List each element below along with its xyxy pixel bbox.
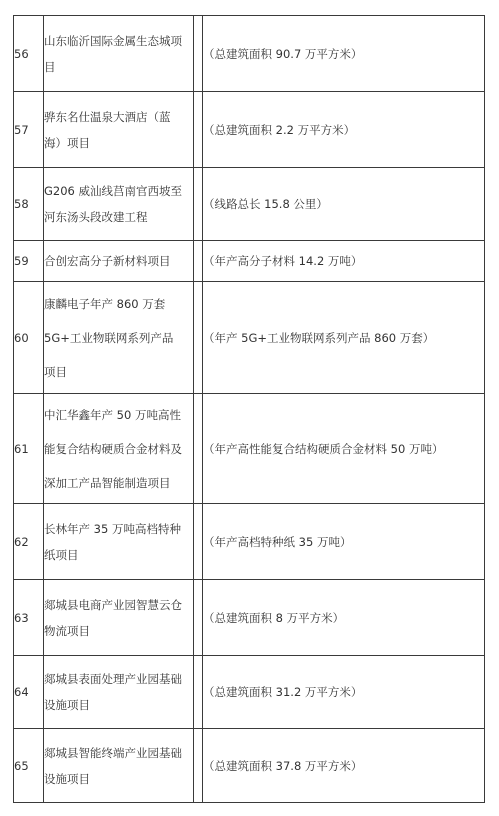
table-row xyxy=(14,282,485,394)
spacer-cell xyxy=(194,168,203,241)
table-row xyxy=(14,656,485,729)
project-name-line: 目 xyxy=(44,59,56,74)
project-name-line: 骅东名仕温泉大酒店（蓝 xyxy=(44,109,171,124)
project-name-line: 郯城县电商产业园智慧云仓 xyxy=(44,597,182,612)
row-number: 62 xyxy=(14,504,44,580)
table-row xyxy=(14,241,485,282)
project-name-line: 能复合结构硬质合金材料及 xyxy=(44,441,182,456)
row-number: 63 xyxy=(14,580,44,656)
spacer-cell xyxy=(194,504,203,580)
table-row xyxy=(14,504,485,580)
project-name-line: 山东临沂国际金属生态城项 xyxy=(44,33,182,48)
project-name-line: 项目 xyxy=(44,364,67,379)
row-number: 57 xyxy=(14,92,44,168)
project-scale: （年产 5G+工业物联网系列产品 860 万套） xyxy=(203,282,485,394)
project-name-line: 海）项目 xyxy=(44,135,90,150)
project-scale: （总建筑面积 31.2 万平方米） xyxy=(203,656,485,729)
project-scale: （年产高性能复合结构硬质合金材料 50 万吨） xyxy=(203,394,485,504)
spacer-cell xyxy=(194,92,203,168)
row-number: 56 xyxy=(14,16,44,92)
project-name-line: 设施项目 xyxy=(44,771,90,786)
project-name-line: G206 威汕线莒南官西坡至 xyxy=(44,184,183,198)
project-name-line: 深加工产品智能制造项目 xyxy=(44,475,171,490)
spacer-cell xyxy=(194,16,203,92)
spacer-cell xyxy=(194,580,203,656)
project-name xyxy=(44,504,194,580)
spacer-cell xyxy=(194,729,203,803)
project-name xyxy=(44,394,194,504)
project-scale: （总建筑面积 8 万平方米） xyxy=(203,580,485,656)
row-number: 65 xyxy=(14,729,44,803)
row-number: 61 xyxy=(14,394,44,504)
project-name xyxy=(44,729,194,803)
row-number: 58 xyxy=(14,168,44,241)
table-row xyxy=(14,168,485,241)
project-name-line: 康麟电子年产 860 万套 xyxy=(44,296,166,311)
project-name-line: 合创宏高分子新材料项目 xyxy=(44,254,171,268)
spacer-cell xyxy=(194,282,203,394)
project-name xyxy=(44,241,194,282)
project-scale: （总建筑面积 2.2 万平方米） xyxy=(203,92,485,168)
table-row xyxy=(14,92,485,168)
project-name-line: 郯城县表面处理产业园基础 xyxy=(44,672,182,686)
project-name-line: 郯城县智能终端产业园基础 xyxy=(44,745,182,760)
project-name-line: 5G+工业物联网系列产品 xyxy=(44,330,174,345)
project-scale: （总建筑面积 90.7 万平方米） xyxy=(203,16,485,92)
row-number: 60 xyxy=(14,282,44,394)
project-scale: （年产高分子材料 14.2 万吨） xyxy=(203,241,485,282)
project-name xyxy=(44,282,194,394)
table-row xyxy=(14,580,485,656)
project-name-line: 物流项目 xyxy=(44,623,90,638)
project-name xyxy=(44,656,194,729)
project-name-line: 纸项目 xyxy=(44,547,79,562)
table-row xyxy=(14,16,485,92)
row-number: 59 xyxy=(14,241,44,282)
project-name xyxy=(44,16,194,92)
spacer-cell xyxy=(194,656,203,729)
project-name xyxy=(44,580,194,656)
spacer-cell xyxy=(194,241,203,282)
project-name xyxy=(44,168,194,241)
project-scale: （年产高档特种纸 35 万吨） xyxy=(203,504,485,580)
project-name-line: 设施项目 xyxy=(44,698,90,712)
row-number: 64 xyxy=(14,656,44,729)
project-name xyxy=(44,92,194,168)
project-name-line: 河东汤头段改建工程 xyxy=(44,210,148,224)
project-scale: （线路总长 15.8 公里） xyxy=(203,168,485,241)
project-name-line: 长林年产 35 万吨高档特种 xyxy=(44,521,181,536)
table-row xyxy=(14,394,485,504)
projects-table xyxy=(13,15,485,803)
project-name-line: 中汇华鑫年产 50 万吨高性 xyxy=(44,407,181,422)
spacer-cell xyxy=(194,394,203,504)
project-scale: （总建筑面积 37.8 万平方米） xyxy=(203,729,485,803)
table-row xyxy=(14,729,485,803)
